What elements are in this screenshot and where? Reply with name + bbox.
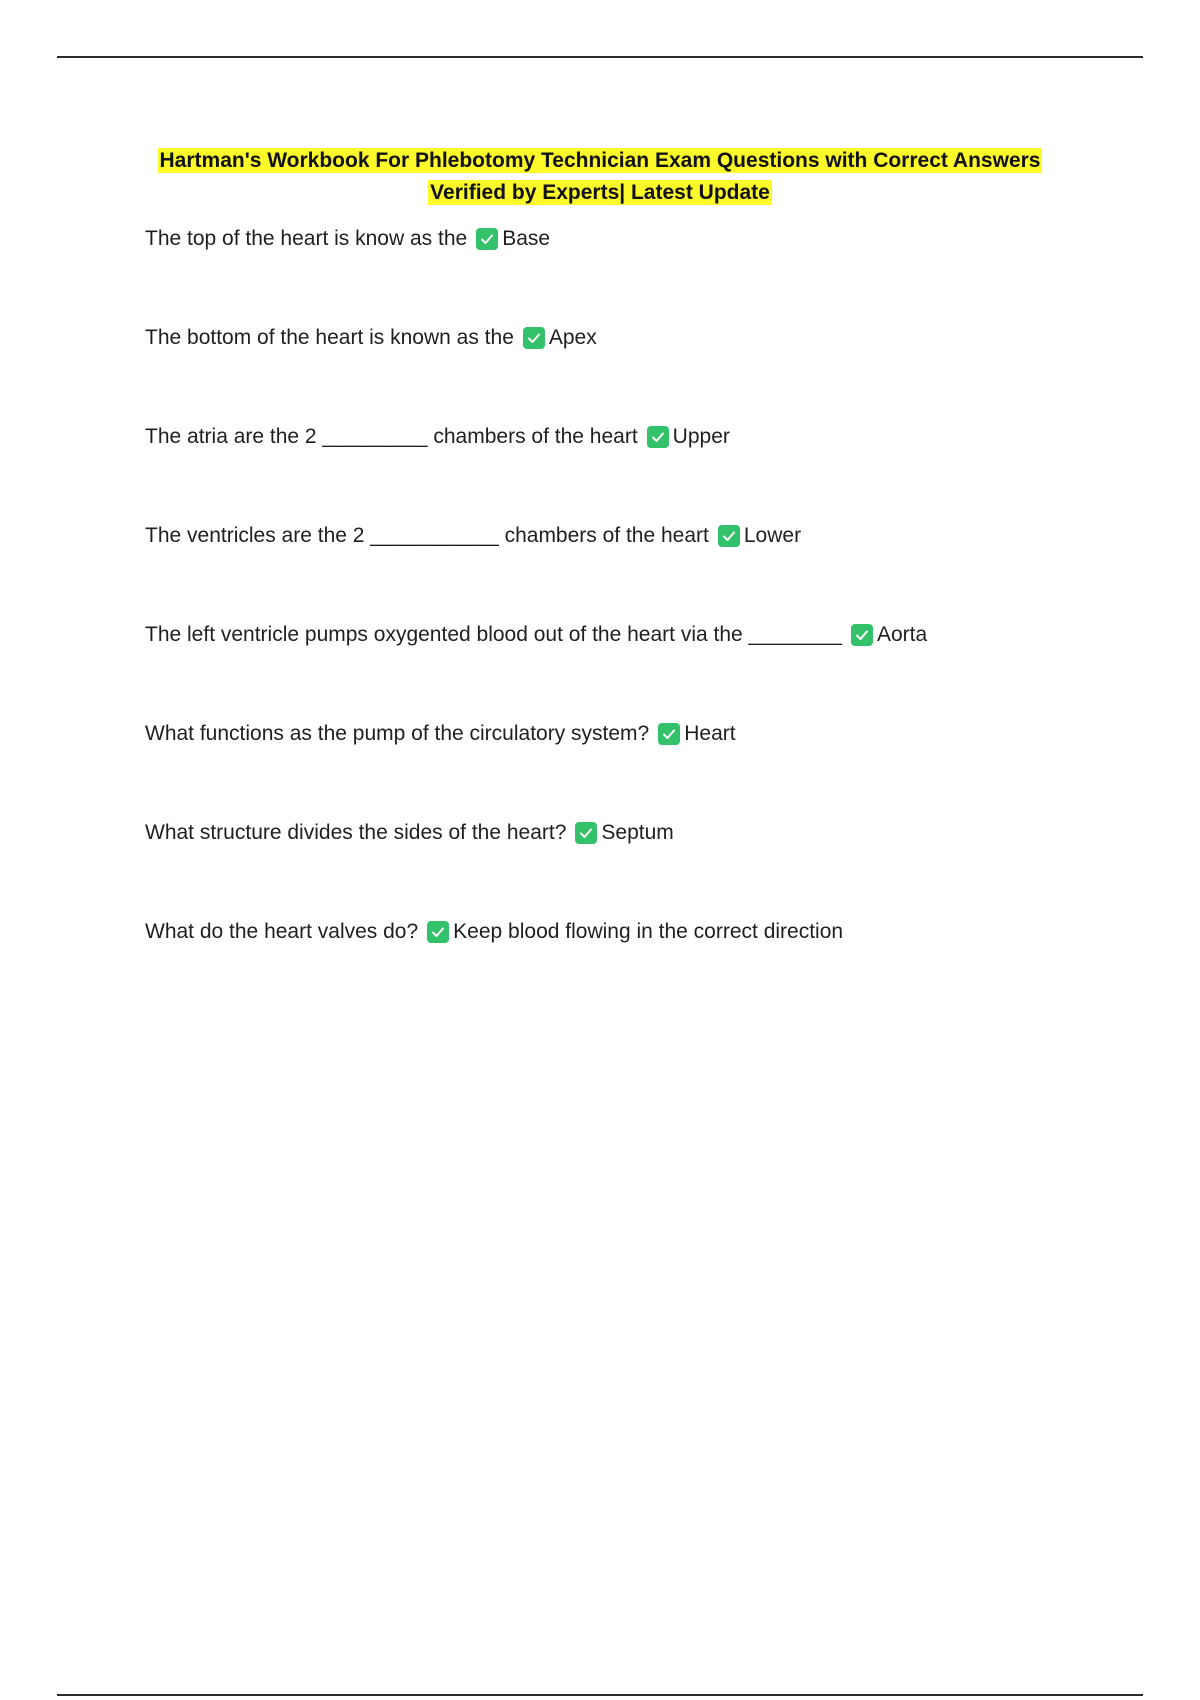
question-text: The atria are the 2 _________ chambers of the heart (145, 425, 638, 448)
question-text: The top of the heart is know as the (145, 227, 468, 250)
question-answer-list (145, 226, 1145, 1018)
qa-item (145, 622, 1145, 648)
question-text: The bottom of the heart is known as the (145, 326, 514, 349)
document-title (140, 145, 1060, 209)
check-box-icon (476, 228, 498, 250)
check-box-icon (523, 327, 545, 349)
check-box-icon (718, 525, 740, 547)
answer-text: Apex (548, 326, 597, 349)
check-box-icon (575, 822, 597, 844)
answer-text: Upper (672, 425, 730, 448)
qa-item (145, 919, 1145, 945)
qa-item (145, 523, 1145, 549)
check-box-icon (658, 723, 680, 745)
answer-text: Heart (684, 722, 736, 745)
title-line-1: Hartman's Workbook For Phlebotomy Technician Exam Questions with Correct Answers (159, 149, 1041, 172)
qa-item (145, 226, 1145, 252)
answer-text: Base (502, 227, 551, 250)
answer-text: Aorta (876, 623, 928, 646)
question-text: What functions as the pump of the circulatory system? (145, 722, 650, 745)
question-text: What structure divides the sides of the heart? (145, 821, 567, 844)
bottom-rule (57, 1694, 1143, 1696)
top-rule (57, 56, 1143, 58)
check-box-icon (851, 624, 873, 646)
qa-item (145, 424, 1145, 450)
check-box-icon (647, 426, 669, 448)
qa-item (145, 721, 1145, 747)
title-line-2: Verified by Experts| Latest Update (430, 181, 770, 204)
question-text: The left ventricle pumps oxygented blood out of the heart via the ________ (145, 623, 842, 646)
qa-item (145, 820, 1145, 846)
answer-text: Septum (601, 821, 674, 844)
question-text: The ventricles are the 2 ___________ chambers of the heart (145, 524, 709, 547)
answer-text: Keep blood flowing in the correct direction (453, 920, 844, 943)
qa-item (145, 325, 1145, 351)
check-box-icon (427, 921, 449, 943)
answer-text: Lower (743, 524, 802, 547)
question-text: What do the heart valves do? (145, 920, 419, 943)
